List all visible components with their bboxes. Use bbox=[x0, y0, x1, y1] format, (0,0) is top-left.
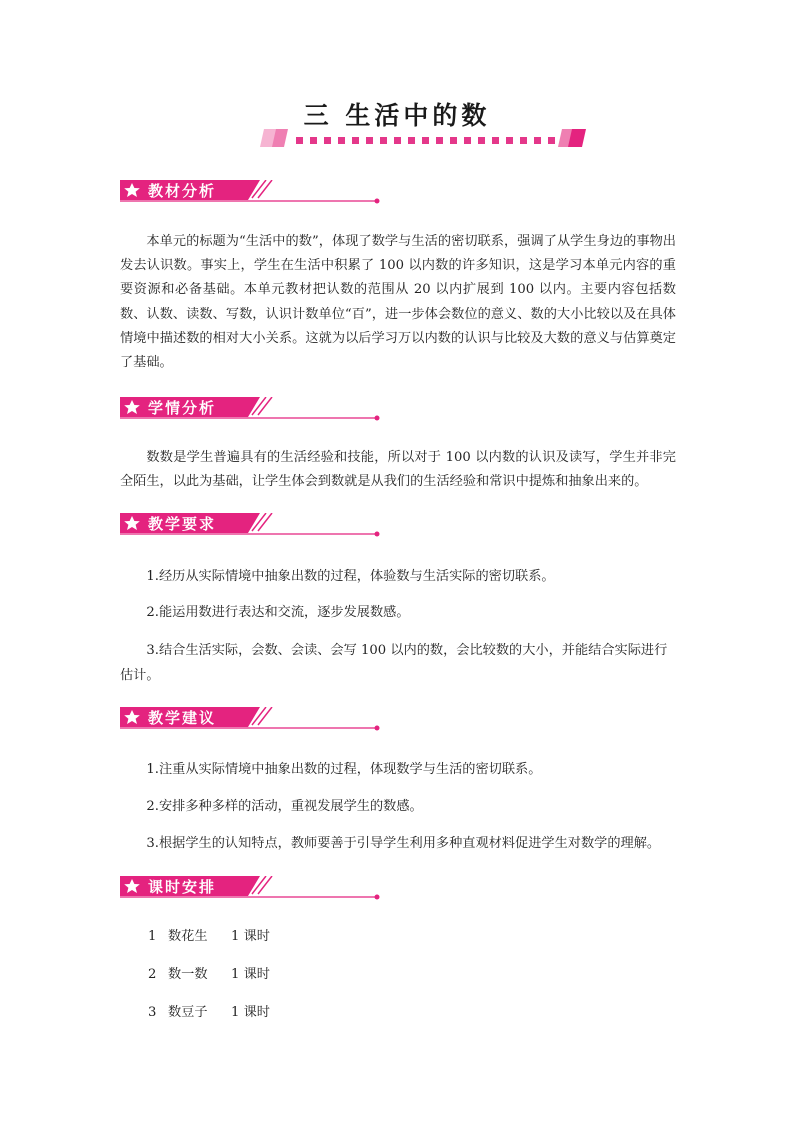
schedule-number: 2 bbox=[148, 967, 157, 982]
page-title: 三 生活中的数 bbox=[303, 101, 491, 130]
schedule-row bbox=[148, 927, 270, 947]
schedule-hours: 1 课时 bbox=[231, 967, 270, 982]
section-heading: 教学建议 bbox=[148, 709, 217, 727]
section-heading: 课时安排 bbox=[148, 878, 217, 896]
requirement-item: 3.结合生活实际，会数、会读、会写 100 以内的数，会比较数的大小，并能结合实际进行估计。 bbox=[120, 643, 668, 683]
requirement-item: 2.能运用数进行表达和交流，逐步发展数感。 bbox=[146, 605, 410, 620]
section-header-requirements bbox=[120, 513, 382, 535]
suggestion-item: 1.注重从实际情境中抽象出数的过程，体现数学与生活的密切联系。 bbox=[146, 762, 542, 777]
schedule-row bbox=[148, 1003, 270, 1023]
section-header-suggestions bbox=[120, 707, 382, 729]
schedule-number: 3 bbox=[148, 1005, 157, 1020]
section-header-analysis bbox=[120, 180, 382, 202]
suggestion-item: 2.安排多种多样的活动，重视发展学生的数感。 bbox=[146, 799, 423, 814]
suggestion-item: 3.根据学生的认知特点，教师要善于引导学生利用多种直观材料促进学生对数学的理解。 bbox=[146, 836, 661, 851]
schedule-number: 1 bbox=[148, 929, 157, 944]
schedule-hours: 1 课时 bbox=[231, 929, 270, 944]
schedule-hours: 1 课时 bbox=[231, 1005, 270, 1020]
section-heading: 学情分析 bbox=[148, 399, 217, 417]
section-header-schedule bbox=[120, 876, 382, 898]
section-header-students bbox=[120, 397, 382, 419]
schedule-row bbox=[148, 965, 270, 985]
section-heading: 教材分析 bbox=[148, 182, 217, 200]
schedule-lesson: 数一数 bbox=[168, 967, 208, 982]
schedule-lesson: 数花生 bbox=[168, 929, 208, 944]
schedule-lesson: 数豆子 bbox=[168, 1005, 208, 1020]
analysis-paragraph: 本单元的标题为“生活中的数”，体现了数学与生活的密切联系，强调了从学生身边的事物出发去认识数。事实上，学生在生活中积累了 100 以内数的许多知识，这是学习本单元内容的重要资源和必备基础。本单元教材把认数的范围从 20 以内扩展到 100 以内。主要内容包括数数、认数、读数、写数，认识计数单位“百”，进一步体会数位的意义、数的大小比较以及在具体情境中描述数的相对大小关系。这就为以后学习万以内数的认识与比较及大数的意义与估算奠定了基础。 bbox=[120, 234, 676, 371]
title-decoration bbox=[258, 127, 588, 149]
section-heading: 教学要求 bbox=[148, 515, 217, 533]
students-paragraph: 数数是学生普遍具有的生活经验和技能，所以对于 100 以内数的认识及读写，学生并非完全陌生，以此为基础，让学生体会到数就是从我们的生活经验和常识中提炼和抽象出来的。 bbox=[120, 450, 676, 490]
requirement-item: 1.经历从实际情境中抽象出数的过程，体验数与生活实际的密切联系。 bbox=[146, 569, 555, 584]
